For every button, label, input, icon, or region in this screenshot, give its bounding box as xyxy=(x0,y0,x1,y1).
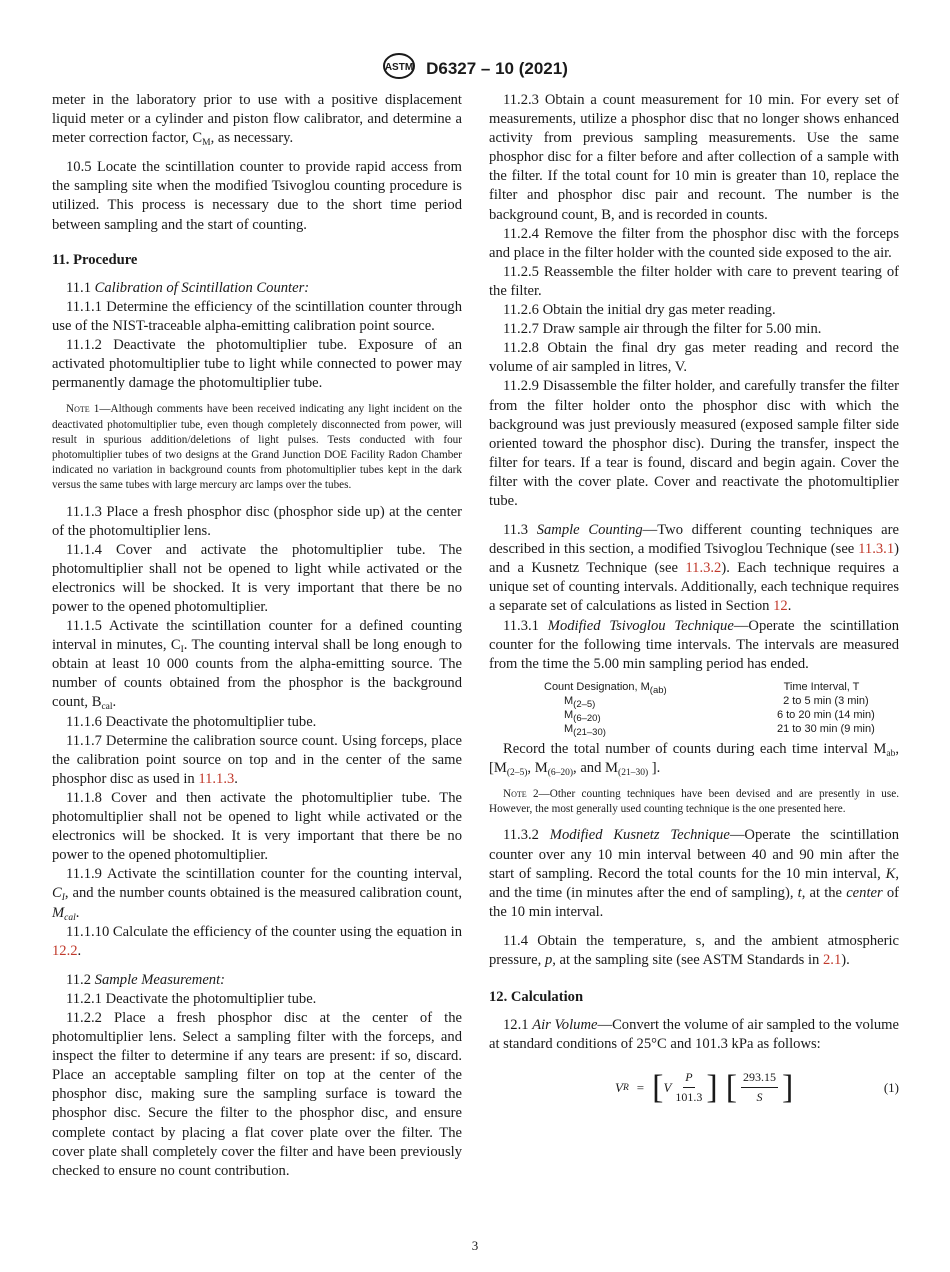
eq-v: V xyxy=(663,1080,672,1096)
table-header-count: Count Designation, $M_{(ab)}$ xyxy=(544,680,667,696)
paragraph-11-2-8: 11.2.8 Obtain the final dry gas meter reading and record the volume of air sampled in litres, V. xyxy=(489,340,899,376)
table-row xyxy=(489,722,899,736)
paragraph-11-2-7: 11.2.7 Draw sample air through the filter for 5.00 min. xyxy=(503,321,822,338)
paragraph-11-1-5: 11.1.5 Activate the scintillation counter for a defined counting interval in minutes, $C_I$. The counting interval shall be long enough to obtain at least 10 000 counts from the alpha-emitting source. The number of counts obtained from the phosphor is the background count, $B_{cal}$. xyxy=(52,618,462,713)
paragraph-11-1-4: 11.1.4 Cover and activate the photomultiplier tube. The photomultiplier shall not be opened to light while activated or the electronics will be shocked. It is very important that there be no power to the opened photomultiplier. xyxy=(52,541,462,615)
paragraph-11-1: 11.1 Calibration of Scintillation Counter: xyxy=(66,279,310,296)
paragraph-11-2-3: 11.2.3 Obtain a count measurement for 10 min. For every set of measurements, utilize a phosphor disc that no longer shows enhanced activity from previous sampling measurements. Use the same phosphor disc for a filter before and after collection of a sample with the filter. If the total count for 10 min is greater than 10, replace the filter and phosphor disc pair and recount. The number is the background count, B, and is recorded in counts. xyxy=(489,92,899,223)
eq-equals: = xyxy=(636,1080,645,1096)
svg-text:ASTM: ASTM xyxy=(384,62,414,73)
section-11-heading: 11. Procedure xyxy=(52,251,138,268)
link-11-1-3[interactable]: 11.1.3 xyxy=(198,770,235,787)
link-11-3-1[interactable]: 11.3.1 xyxy=(858,541,895,558)
fraction-temp: $\frac{293.15}{S}$ xyxy=(743,1070,777,1105)
document-title: D6327 – 10 (2021) xyxy=(426,58,568,78)
paragraph-12-1: 12.1 Air Volume—Convert the volume of air sampled to the volume at standard conditions of 25°C and 101.3 kPa as follows: xyxy=(489,1017,900,1053)
count-interval-table xyxy=(489,680,899,736)
paragraph-11-2: 11.2 Sample Measurement: xyxy=(66,971,226,988)
table-cell-count: $M_{(2-5)}$ xyxy=(564,694,596,710)
paragraph-11-2-2: 11.2.2 Place a fresh phosphor disc at the center of the photomultiplier lens. Select a sampling filter with the forceps, and inspect the filter to determine if any tears are present: if so, discard. Place an acceptable sampling filter on top at the center of the phosphor disc, making sure the sampling surface is toward the phosphor disc. Secure the filter to the phosphor disc, and ensure complete contact by placing a flat cover plate over the filter. The cover plate shall completely cover the filter and have been previously checked to ensure no count contribution. xyxy=(52,1009,462,1179)
paragraph-11-1-8: 11.1.8 Cover and then activate the photomultiplier tube. The photomultiplier shall not be opened to light while activated or the electronics will be shocked. It is very important that there be no power to the opened photomultiplier. xyxy=(52,789,462,864)
left-column xyxy=(52,91,462,1181)
paragraph-11-2-4: 11.2.4 Remove the filter from the phosphor disc with the forceps and place in the filter holder with the counted side exposed to the air. xyxy=(489,225,899,261)
paragraph-11-1-3: 11.1.3 Place a fresh phosphor disc (phosphor side up) at the center of the photomultiplier lens. xyxy=(52,503,462,539)
link-section-12[interactable]: 12 xyxy=(773,598,788,615)
equation-1 xyxy=(489,1064,899,1112)
paragraph-11-4: 11.4 Obtain the temperature, s, and the ambient atmospheric pressure, p, at the sampling site (see ASTM Standards in 2.1). xyxy=(489,932,899,968)
note-2: Note 2—Other counting techniques have been devised and are presently in use. However, the most generally used counting technique is the one presented here. xyxy=(489,788,899,816)
right-column xyxy=(489,91,899,1112)
paragraph-11-2-1: 11.2.1 Deactivate the photomultiplier tube. xyxy=(66,990,317,1007)
equation-number: (1) xyxy=(883,1080,899,1096)
page-number: 3 xyxy=(471,1238,479,1253)
paragraph-11-3: 11.3 Sample Counting—Two different counting techniques are described in this section, a modified Tsivoglou Technique (see 11.3.1) and a Kusnetz Technique (see 11.3.2). Each technique requires a unique set of counting intervals. Additionally, each technique requires a separate set of calculations as listed in Section 12. xyxy=(489,522,899,615)
paragraph-11-2-6: 11.2.6 Obtain the initial dry gas meter reading. xyxy=(503,302,776,319)
paragraph-10-5: 10.5 Locate the scintillation counter to provide rapid access from the sampling site when the modified Tsivoglou counting procedure is utilized. This process is necessary due to the short time period between sampling and the start of counting. xyxy=(52,159,462,233)
table-cell-time: 2 to 5 min (3 min) xyxy=(783,694,869,707)
table-header-row xyxy=(489,680,899,694)
equation-body: V R = [ V $\frac{P}{101.3}$ ] [ $\frac{293.15}{S}$ ] xyxy=(615,1068,794,1106)
astm-logo-icon xyxy=(382,52,416,85)
fraction-p: $\frac{P}{101.3}$ xyxy=(675,1070,703,1105)
paragraph-11-3-2: 11.3.2 Modified Kusnetz Technique—Operate the scintillation counter over any 10 min interval between 40 and 90 min after the start of sampling. Record the total counts for the 10 min interval, K, and the time (in minutes after the end of sampling), t, at the center of the 10 min interval. xyxy=(489,827,900,920)
bracket-open: [ xyxy=(652,1068,664,1106)
paragraph-record-counts: Record the total number of counts during each time interval $M_{ab}$, [$M_{(2-5)}$, $M_{(6-20)}$, and $M_{(21-30)}$ ]. xyxy=(489,740,899,778)
paragraph-11-2-9: 11.2.9 Disassemble the filter holder, and carefully transfer the filter from the filter holder onto the phosphor disc with which the background was just previously measured (exposed sample filter side oriented toward the phosphor disc). During the transfer, inspect the filter for tears. If a tear is found, discard and begin again. Cover the filter with the cover plate. Cover and reactivate the photomultiplier tube. xyxy=(489,378,899,509)
table-cell-count: $M_{(6-20)}$ xyxy=(564,708,601,724)
paragraph-11-1-2: 11.1.2 Deactivate the photomultiplier tube. Exposure of an activated photomultiplier tube to light while connected to power may permanently damage the photomultiplier tube. xyxy=(52,337,462,392)
link-11-3-2[interactable]: 11.3.2 xyxy=(685,560,722,577)
paragraph-11-1-6: 11.1.6 Deactivate the photomultiplier tube. xyxy=(66,713,317,730)
page-header xyxy=(0,52,950,85)
link-2-1[interactable]: 2.1 xyxy=(823,951,842,968)
eq-lhs: V xyxy=(615,1080,623,1096)
paragraph-11-1-1: 11.1.1 Determine the efficiency of the scintillation counter through use of the NIST-traceable alpha-emitting calibration point source. xyxy=(52,298,462,334)
table-header-time: Time Interval, T xyxy=(783,680,860,693)
table-row xyxy=(489,708,899,722)
paragraph-11-1-7: 11.1.7 Determine the calibration source count. Using forceps, place the calibration point source on top and in the center of the same phosphor disc as used in 11.1.3. xyxy=(52,732,462,787)
paragraph-11-3-1: 11.3.1 Modified Tsivoglou Technique—Operate the scintillation counter for the following time intervals. The intervals are measured from the time the 5.00 min sampling period has ended. xyxy=(489,617,899,672)
bracket-close: ] xyxy=(782,1068,794,1106)
bracket-open: [ xyxy=(725,1068,738,1106)
table-cell-time: 21 to 30 min (9 min) xyxy=(776,722,875,735)
section-12-heading: 12. Calculation xyxy=(489,989,584,1006)
link-12-2[interactable]: 12.2 xyxy=(52,942,78,959)
paragraph-11-2-5: 11.2.5 Reassemble the filter holder with care to prevent tearing of the filter. xyxy=(489,263,899,299)
paragraph-11-1-9: 11.1.9 Activate the scintillation counter for the counting interval, $C_I$, and the number counts obtained is the measured calibration count, $M_{cal}$. xyxy=(52,866,462,923)
note-1: Note 1—Although comments have been received indicating any light incident on the deactivated photomultiplier tube, even though completely disconnected from power, will result in spurious addition/deletions of light pulses. Tests conducted with four photomultiplier tubes of two designs at the Grand Junction DOE Facility Radon Chamber indicated no variation in background counts from photomultiplier tubes kept in the dark versus the same tubes with large mercury arc lamps over the tubes. xyxy=(52,403,462,492)
paragraph-11-1-10: 11.1.10 Calculate the efficiency of the counter using the equation in 12.2. xyxy=(52,923,462,959)
table-row xyxy=(489,694,899,708)
table-cell-count: $M_{(21-30)}$ xyxy=(564,722,606,738)
paragraph-continued: meter in the laboratory prior to use with a positive displacement liquid meter or a cylinder and piston flow calibrator, and determine a meter correction factor, $C_M$, as necessary. xyxy=(52,92,462,149)
table-cell-time: 6 to 20 min (14 min) xyxy=(776,708,875,721)
bracket-close: ] xyxy=(706,1068,718,1106)
